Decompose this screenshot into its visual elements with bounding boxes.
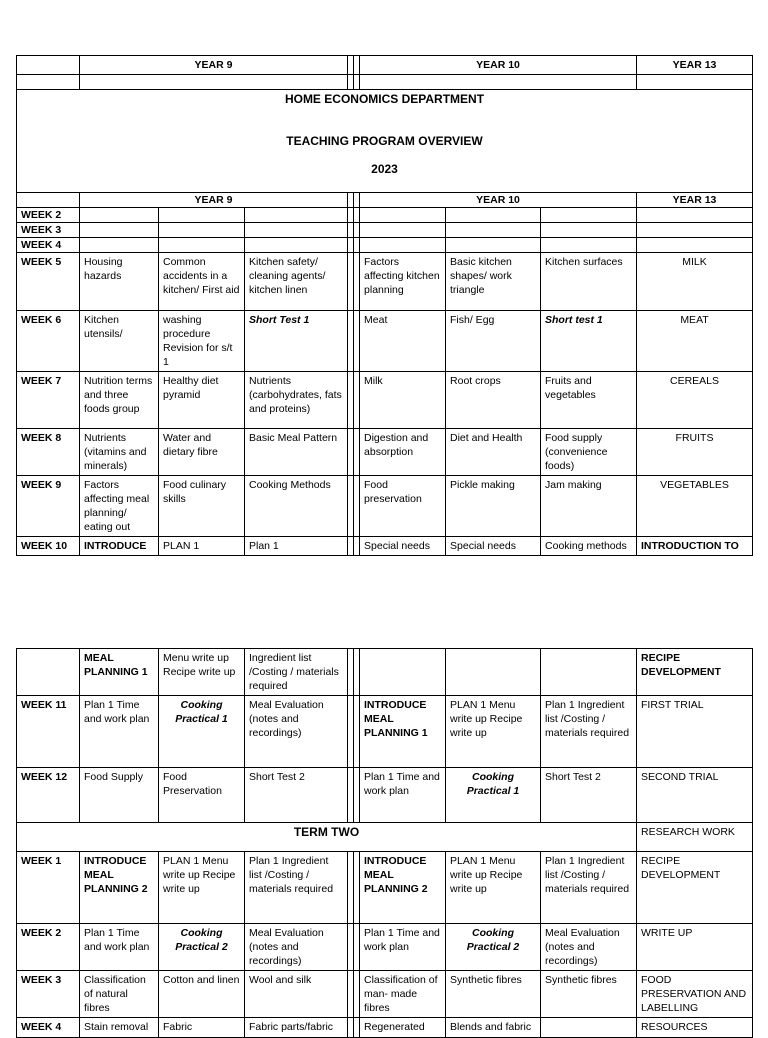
- year10-subheader: YEAR 10: [360, 193, 637, 208]
- cell-y10: [541, 1018, 637, 1038]
- week-label: WEEK 5: [17, 253, 80, 311]
- cell-y9: Fabric: [159, 1018, 245, 1038]
- week-row: [17, 208, 753, 223]
- week-row: [17, 311, 753, 372]
- year10-header: YEAR 10: [360, 56, 637, 75]
- cell-y13: MILK: [637, 253, 753, 311]
- cell-y13: CEREALS: [637, 372, 753, 429]
- cell-y10: Root crops: [446, 372, 541, 429]
- cell-y9: Cooking Practical 1: [159, 696, 245, 768]
- term-two-heading: TERM TWO: [17, 823, 637, 852]
- banner: [17, 90, 753, 193]
- cell-y10: Meal Evaluation (notes and recordings): [541, 924, 637, 971]
- cell-y10: Synthetic fibres: [446, 971, 541, 1018]
- cell-y9: Food Preservation: [159, 768, 245, 823]
- cell-y9: Meal Evaluation (notes and recordings): [245, 696, 348, 768]
- cell-y10: Cooking Practical 1: [446, 768, 541, 823]
- week-label: WEEK 8: [17, 429, 80, 476]
- department-title: HOME ECONOMICS DEPARTMENT: [284, 92, 485, 106]
- cell-y9: Plan 1 Time and work plan: [80, 924, 159, 971]
- cell-y10: Fruits and vegetables: [541, 372, 637, 429]
- cell-y9: PLAN 1 Menu write up Recipe write up: [159, 852, 245, 924]
- week-row: [17, 223, 753, 238]
- cell-y9: Short Test 1: [245, 311, 348, 372]
- week-row: [17, 253, 753, 311]
- cell-y10: Plan 1 Ingredient list /Costing / materials required: [541, 696, 637, 768]
- week-row: [17, 238, 753, 253]
- cell-y10: Short Test 2: [541, 768, 637, 823]
- cell-y9: Food Supply: [80, 768, 159, 823]
- cell-y9: Housing hazards: [80, 253, 159, 311]
- cell-y9: washing procedure Revision for s/t 1: [159, 311, 245, 372]
- cell-y10: PLAN 1 Menu write up Recipe write up: [446, 852, 541, 924]
- cell-y9: Basic Meal Pattern: [245, 429, 348, 476]
- week-row: [17, 852, 753, 924]
- cell-y10: Plan 1 Time and work plan: [360, 768, 446, 823]
- cell-y9: Common accidents in a kitchen/ First aid: [159, 253, 245, 311]
- year13-header: YEAR 13: [637, 56, 753, 75]
- cell-y10: Short test 1: [541, 311, 637, 372]
- week-label: WEEK 2: [17, 208, 80, 223]
- cell-y9: MEAL PLANNING 1: [80, 649, 159, 696]
- cell-y10: Pickle making: [446, 476, 541, 537]
- cell-y10: Cooking Practical 2: [446, 924, 541, 971]
- teaching-program-table-page-1: [16, 55, 753, 556]
- cell-y9: PLAN 1: [159, 537, 245, 556]
- cell-y13: RECIPE DEVELOPMENT: [637, 649, 753, 696]
- week-row: [17, 768, 753, 823]
- week-row: [17, 971, 753, 1018]
- cell-y10: Plan 1 Ingredient list /Costing / materials required: [541, 852, 637, 924]
- banner-row: [17, 90, 753, 193]
- cell-y10: Jam making: [541, 476, 637, 537]
- cell-y10: [360, 649, 446, 696]
- cell-y13: MEAT: [637, 311, 753, 372]
- cell-y10: INTRODUCE MEAL PLANNING 1: [360, 696, 446, 768]
- cell-y9: Stain removal: [80, 1018, 159, 1038]
- cell-y10: Basic kitchen shapes/ work triangle: [446, 253, 541, 311]
- week-row: [17, 372, 753, 429]
- cell-y9: Plan 1: [245, 537, 348, 556]
- week-label: WEEK 6: [17, 311, 80, 372]
- cell-y13: INTRODUCTION TO: [637, 537, 753, 556]
- cell-y10: Food supply (convenience foods): [541, 429, 637, 476]
- cell-y9: Wool and silk: [245, 971, 348, 1018]
- sub-header-row: [17, 193, 753, 208]
- cell-y10: Diet and Health: [446, 429, 541, 476]
- program-year: 2023: [371, 162, 398, 176]
- cell-y13: FIRST TRIAL: [637, 696, 753, 768]
- cell-y10: Plan 1 Time and work plan: [360, 924, 446, 971]
- year9-header: YEAR 9: [80, 56, 348, 75]
- cell-y10: [541, 649, 637, 696]
- cell-y9: Plan 1 Ingredient list /Costing / materials required: [245, 852, 348, 924]
- cell-y10: Food preservation: [360, 476, 446, 537]
- week-label: WEEK 12: [17, 768, 80, 823]
- cell-y13: FOOD PRESERVATION AND LABELLING: [637, 971, 753, 1018]
- cell-y10: Regenerated: [360, 1018, 446, 1038]
- cell-y10: Digestion and absorption: [360, 429, 446, 476]
- cell-y13: VEGETABLES: [637, 476, 753, 537]
- cell-y9: Food culinary skills: [159, 476, 245, 537]
- week-label: [17, 649, 80, 696]
- cell-y9: INTRODUCE: [80, 537, 159, 556]
- cell-y9: Fabric parts/fabric: [245, 1018, 348, 1038]
- cell-y9: Cooking Practical 2: [159, 924, 245, 971]
- cell-y9: Nutrition terms and three foods group: [80, 372, 159, 429]
- cell-y9: Menu write up Recipe write up: [159, 649, 245, 696]
- teaching-program-table-page-2: [16, 648, 753, 1038]
- week-label: WEEK 3: [17, 223, 80, 238]
- cell-y13: RESOURCES: [637, 1018, 753, 1038]
- cell-y9: Cooking Methods: [245, 476, 348, 537]
- week-label: WEEK 1: [17, 852, 80, 924]
- empty-cell: [17, 56, 80, 75]
- cell-y9: Kitchen utensils/: [80, 311, 159, 372]
- cell-y13: RESEARCH WORK: [637, 823, 753, 852]
- cell-y10: INTRODUCE MEAL PLANNING 2: [360, 852, 446, 924]
- cell-y9: Classification of natural fibres: [80, 971, 159, 1018]
- cell-y9: Kitchen safety/ cleaning agents/ kitchen linen: [245, 253, 348, 311]
- week-label: WEEK 9: [17, 476, 80, 537]
- cell-y9: Cotton and linen: [159, 971, 245, 1018]
- cell-y10: Special needs: [360, 537, 446, 556]
- cell-y9: Short Test 2: [245, 768, 348, 823]
- week-row: [17, 476, 753, 537]
- cell-y9: Factors affecting meal planning/ eating out: [80, 476, 159, 537]
- week-label: WEEK 11: [17, 696, 80, 768]
- cell-y10: Meat: [360, 311, 446, 372]
- cell-y9: INTRODUCE MEAL PLANNING 2: [80, 852, 159, 924]
- year13-subheader: YEAR 13: [637, 193, 753, 208]
- cell-y13: FRUITS: [637, 429, 753, 476]
- cell-y10: [446, 649, 541, 696]
- cell-y10: Blends and fabric: [446, 1018, 541, 1038]
- cell-y13: SECOND TRIAL: [637, 768, 753, 823]
- week-row: [17, 924, 753, 971]
- cell-y9: Water and dietary fibre: [159, 429, 245, 476]
- week-row: [17, 649, 753, 696]
- week-label: WEEK 4: [17, 238, 80, 253]
- cell-y10: PLAN 1 Menu write up Recipe write up: [446, 696, 541, 768]
- week-label: WEEK 4: [17, 1018, 80, 1038]
- week-row: [17, 537, 753, 556]
- cell-y9: Healthy diet pyramid: [159, 372, 245, 429]
- cell-y10: Special needs: [446, 537, 541, 556]
- cell-y9: Ingredient list /Costing / materials required: [245, 649, 348, 696]
- cell-y10: Fish/ Egg: [446, 311, 541, 372]
- cell-y10: Kitchen surfaces: [541, 253, 637, 311]
- week-label: WEEK 3: [17, 971, 80, 1018]
- week-label: WEEK 10: [17, 537, 80, 556]
- program-title: TEACHING PROGRAM OVERVIEW: [286, 134, 483, 148]
- week-row: [17, 696, 753, 768]
- cell-y9: Nutrients (carbohydrates, fats and proteins): [245, 372, 348, 429]
- cell-y10: Milk: [360, 372, 446, 429]
- cell-y10: Synthetic fibres: [541, 971, 637, 1018]
- cell-y10: Factors affecting kitchen planning: [360, 253, 446, 311]
- cell-y13: WRITE UP: [637, 924, 753, 971]
- cell-y10: Cooking methods: [541, 537, 637, 556]
- cell-y9: Meal Evaluation (notes and recordings): [245, 924, 348, 971]
- cell-y10: Classification of man- made fibres: [360, 971, 446, 1018]
- year-header-row: [17, 56, 753, 75]
- cell-y13: RECIPE DEVELOPMENT: [637, 852, 753, 924]
- year9-subheader: YEAR 9: [80, 193, 348, 208]
- week-row: [17, 429, 753, 476]
- cell-y9: Nutrients (vitamins and minerals): [80, 429, 159, 476]
- week-label: WEEK 2: [17, 924, 80, 971]
- blank-row: [17, 75, 753, 90]
- term-two-row: [17, 823, 753, 852]
- cell-y9: Plan 1 Time and work plan: [80, 696, 159, 768]
- week-label: WEEK 7: [17, 372, 80, 429]
- week-row: [17, 1018, 753, 1038]
